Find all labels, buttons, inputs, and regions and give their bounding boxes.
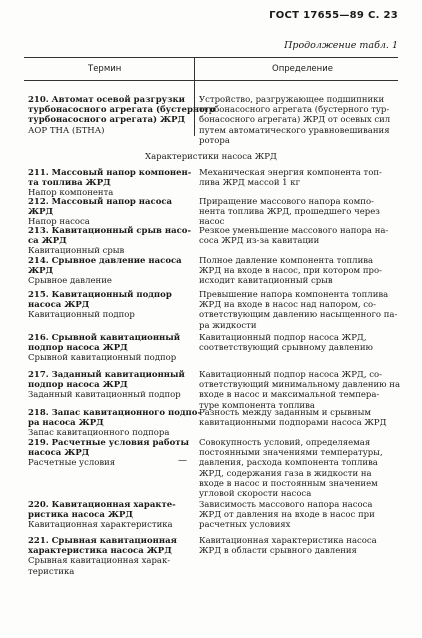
definition-219: Совокупность условий, определяемая постоянными значениями температуры, давления, расхода компонента топлива ЖРД, содержания газа в жидкости на входе в насос и постоянным значением угловой скорости насоса bbox=[199, 438, 383, 500]
term-218: 218. Запас кавитационного подпо- ра насоса ЖРД Запас кавитационного подпора bbox=[28, 408, 201, 439]
term-212: 212. Массовый напор насоса ЖРД Напор насоса bbox=[28, 197, 173, 228]
definition-211: Механическая энергия компонента топ- лива ЖРД массой 1 кг bbox=[199, 168, 382, 189]
term-219: 219. Расчетные условия работы насоса ЖРД Расчетные условия bbox=[28, 438, 190, 469]
term-213: 213. Кавитационный срыв насо- са ЖРД Кавитационный срыв bbox=[28, 226, 191, 257]
term-216: 216. Срывной кавитационный подпор насоса ЖРД Срывной кавитационный подпор bbox=[28, 333, 181, 364]
term-211: 211. Массовый напор компонен- та топлива ЖРД Напор компонента bbox=[28, 168, 192, 199]
term-214: 214. Срывное давление насоса ЖРД Срывное давление bbox=[28, 256, 182, 287]
definition-214: Полное давление компонента топлива ЖРД на входе в насос, при котором про- исходит кавитационный срыв bbox=[199, 256, 382, 287]
section-title: Характеристики насоса ЖРД bbox=[145, 152, 277, 162]
definition-210: Устройство, разгружающее подшипники турбонасосного агрегата (бустерного тур- бонасосного агрегата) ЖРД от осевых сил путем автоматического уравновешивания ротора bbox=[199, 95, 391, 146]
abbreviation: АОР ТНА (БТНА) bbox=[28, 125, 105, 136]
definition-221: Кавитационная характеристика насоса ЖРД в области срывного давления bbox=[199, 536, 377, 557]
term-217: 217. Заданный кавитационный подпор насоса ЖРД Заданный кавитационный подпор bbox=[28, 370, 185, 401]
term-220: 220. Кавитационная характе- ристика насоса ЖРД Кавитационная характеристика bbox=[28, 500, 176, 531]
column-header-definition: Определение bbox=[272, 64, 333, 74]
table-continuation-label: Продолжение табл. 1 bbox=[284, 40, 398, 51]
definition-215: Превышение напора компонента топлива ЖРД на входе в насос над напором, со- ответствующим давлению насыщенного па- ра жидкости bbox=[199, 290, 398, 331]
header-bottom-rule bbox=[24, 80, 398, 81]
definition-217: Кавитационный подпор насоса ЖРД, со- ответствующий минимальному давлению на входе в насос и максимальной темпера- туре компонента топлива bbox=[199, 370, 401, 411]
definition-220: Зависимость массового напора насоса ЖРД от давления на входе в насос при расчетных условиях bbox=[199, 500, 375, 531]
definition-216: Кавитационный подпор насоса ЖРД, соответствующий срывному давлению bbox=[199, 333, 373, 354]
column-divider bbox=[194, 57, 195, 136]
standard-header: ГОСТ 17655—89 С. 23 bbox=[269, 10, 398, 21]
column-header-term: Термин bbox=[88, 64, 122, 74]
term-210: 210. Автомат осевой разгрузки турбонасосного агрегата (бустерного турбонасосного агрегата) ЖРД АОР ТНА (БТНА) bbox=[28, 95, 216, 136]
table-top-rule bbox=[24, 57, 398, 58]
definition-212: Приращение массового напора компо- нента топлива ЖРД, прошедшего через насос bbox=[199, 197, 380, 228]
term-215: 215. Кавитационный подпор насоса ЖРД Кавитационный подпор bbox=[28, 290, 172, 321]
definition-213: Резкое уменьшение массового напора на- соса ЖРД из-за кавитации bbox=[199, 226, 389, 247]
term-221: 221. Срывная кавитационная характеристика насоса ЖРД Срывная кавитационная харак- теристика bbox=[28, 536, 177, 577]
definition-218: Разность между заданным и срывным кавитационными подпорами насоса ЖРД bbox=[199, 408, 387, 429]
dash-mark: — bbox=[178, 456, 187, 466]
